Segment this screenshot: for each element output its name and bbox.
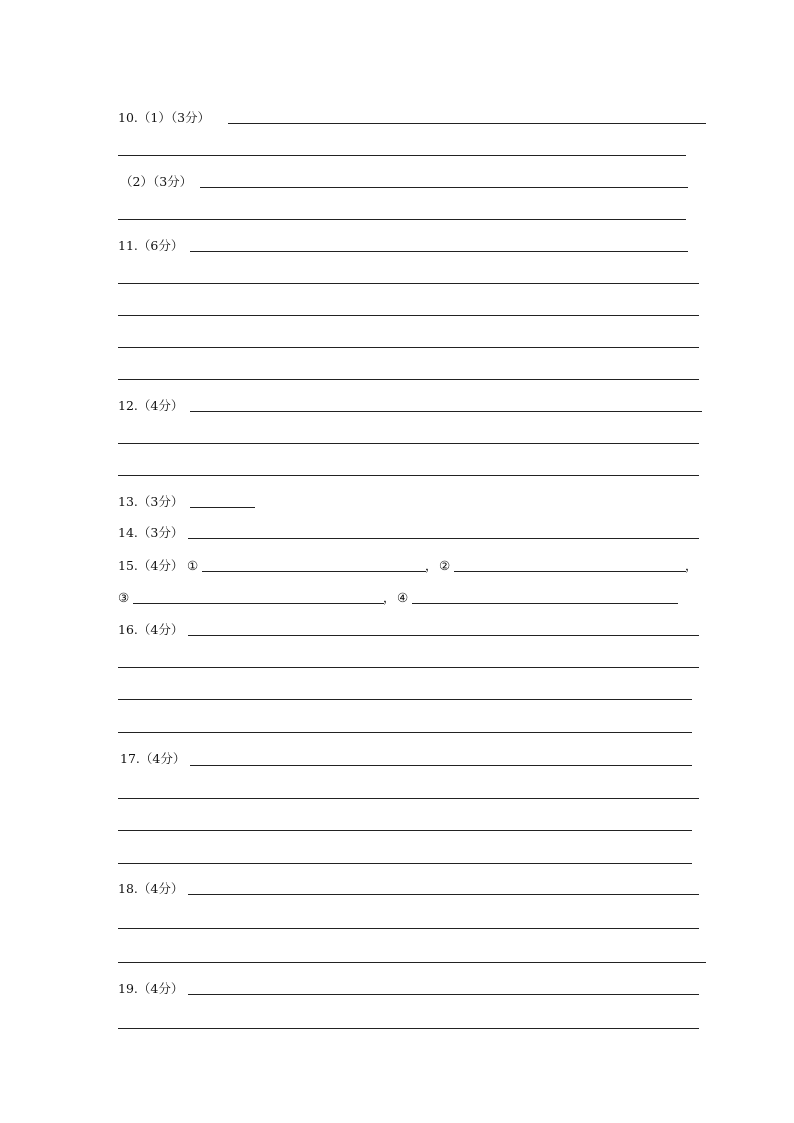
q11-answer-line-1[interactable] xyxy=(190,251,688,252)
q15-label: 15.（4分） xyxy=(118,558,184,573)
q16-answer-line-3[interactable] xyxy=(118,699,692,700)
q17-answer-line-3[interactable] xyxy=(118,830,692,831)
q15-blank-1[interactable] xyxy=(202,571,426,572)
q10-part1-label: 10.（1）（3分） xyxy=(118,110,211,125)
q15-blank-2[interactable] xyxy=(454,571,686,572)
q19-label: 19.（4分） xyxy=(118,981,184,996)
q10-part2-answer-line-2[interactable] xyxy=(118,219,686,220)
q10-part1-answer-line-1[interactable] xyxy=(228,123,706,124)
q15-marker-3: ③ xyxy=(118,590,130,605)
q15-marker-1: ① xyxy=(187,558,199,573)
q17-answer-line-1[interactable] xyxy=(190,765,692,766)
q13-answer-line[interactable] xyxy=(190,507,255,508)
q10-part1-answer-line-2[interactable] xyxy=(118,155,686,156)
q18-answer-line-3[interactable] xyxy=(118,962,706,963)
q16-answer-line-2[interactable] xyxy=(118,667,699,668)
q18-label: 18.（4分） xyxy=(118,881,184,896)
q15-separator-1: ， xyxy=(425,558,438,573)
q14-label: 14.（3分） xyxy=(118,525,184,540)
q10-part2-answer-line-1[interactable] xyxy=(200,187,688,188)
q13-label: 13.（3分） xyxy=(118,494,184,509)
q15-blank-3[interactable] xyxy=(133,603,384,604)
q11-answer-line-3[interactable] xyxy=(118,315,699,316)
q19-answer-line-2[interactable] xyxy=(118,1028,699,1029)
q17-answer-line-4[interactable] xyxy=(118,863,692,864)
q11-answer-line-5[interactable] xyxy=(118,379,699,380)
q15-marker-2: ② xyxy=(439,558,451,573)
q14-answer-line[interactable] xyxy=(188,538,699,539)
q15-separator-2: ， xyxy=(685,558,698,573)
q11-answer-line-4[interactable] xyxy=(118,347,699,348)
q16-answer-line-1[interactable] xyxy=(188,635,699,636)
q12-label: 12.（4分） xyxy=(118,398,184,413)
q12-answer-line-1[interactable] xyxy=(190,411,702,412)
q11-label: 11.（6分） xyxy=(118,238,184,253)
q15-marker-4: ④ xyxy=(397,590,409,605)
q15-blank-4[interactable] xyxy=(412,603,678,604)
q12-answer-line-3[interactable] xyxy=(118,475,699,476)
q11-answer-line-2[interactable] xyxy=(118,283,699,284)
q15-separator-3: ， xyxy=(383,590,396,605)
q18-answer-line-1[interactable] xyxy=(188,894,699,895)
q17-label: 17.（4分） xyxy=(120,751,186,766)
q12-answer-line-2[interactable] xyxy=(118,443,699,444)
q18-answer-line-2[interactable] xyxy=(118,928,699,929)
q10-part2-label: （2）（3分） xyxy=(120,174,193,189)
q16-label: 16.（4分） xyxy=(118,622,184,637)
q16-answer-line-4[interactable] xyxy=(118,732,692,733)
q19-answer-line-1[interactable] xyxy=(188,994,699,995)
q17-answer-line-2[interactable] xyxy=(118,798,699,799)
